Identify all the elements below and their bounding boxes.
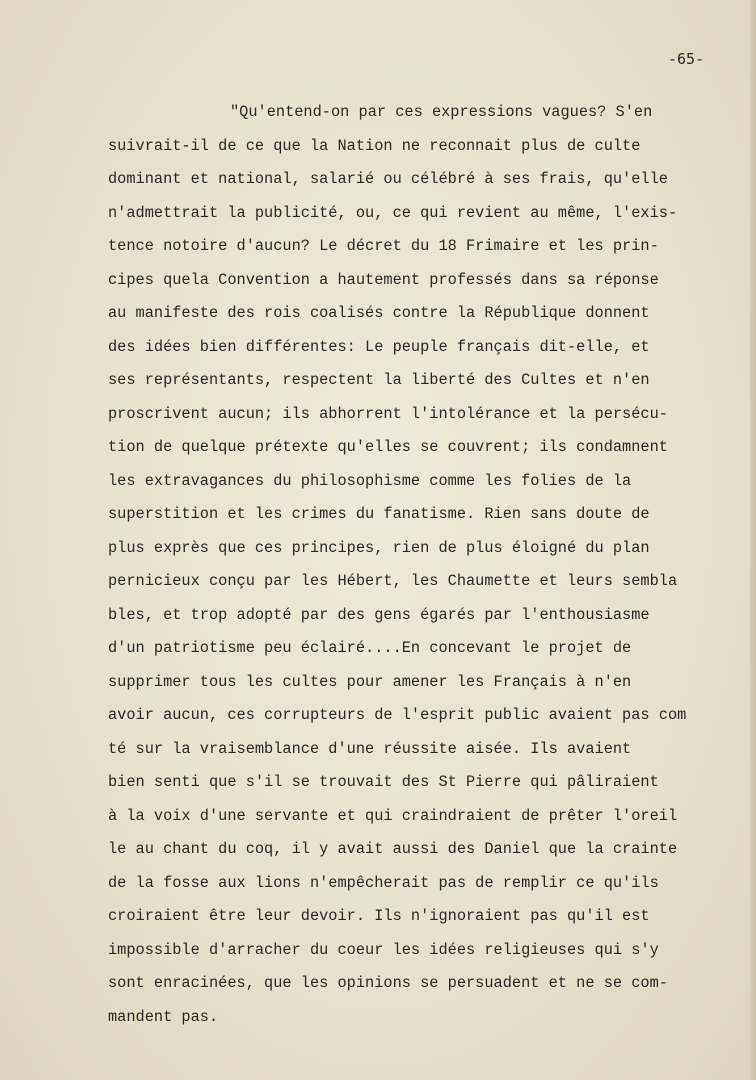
text-line: d'un patriotisme peu éclairé....En concevant le projet de xyxy=(108,639,632,657)
text-line: superstition et les crimes du fanatisme. Rien sans doute de xyxy=(108,505,650,523)
text-line: "Qu'entend-on par ces expressions vagues? S'en xyxy=(230,103,653,121)
page-edge xyxy=(750,0,756,1080)
text-line: proscrivent aucun; ils abhorrent l'intolérance et la persécu- xyxy=(108,404,668,423)
text-line: suivrait-il de ce que la Nation ne reconnait plus de culte xyxy=(108,136,641,155)
text-line: plus exprès que ces principes, rien de plus éloigné du plan xyxy=(108,538,650,557)
text-line: sont enracinées, que les opinions se persuadent et ne se com- xyxy=(108,974,668,992)
text-line: de la fosse aux lions n'empêcherait pas de remplir ce qu'ils xyxy=(108,873,659,892)
text-line: croiraient être leur devoir. Ils n'ignoraient pas qu'il est xyxy=(108,907,650,925)
text-line: bien senti que s'il se trouvait des St Pierre qui pâliraient xyxy=(108,773,659,791)
text-line: n'admettrait la publicité, ou, ce qui revient au même, l'exis- xyxy=(108,203,678,222)
text-line: té sur la vraisemblance d'une réussite aisée. Ils avaient xyxy=(108,739,632,758)
page-number: -65- xyxy=(668,50,705,68)
text-line: ses représentants, respectent la liberté des Cultes et n'en xyxy=(108,371,650,389)
text-line: le au chant du coq, il y avait aussi des Daniel que la crainte xyxy=(108,840,678,858)
text-line: les extravagances du philosophisme comme les folies de la xyxy=(108,471,632,490)
text-line: cipes quela Convention a hautement professés dans sa réponse xyxy=(108,270,659,289)
text-line: avoir aucun, ces corrupteurs de l'esprit public avaient pas com xyxy=(108,706,687,724)
body-paragraph xyxy=(108,96,748,1034)
text-line: pernicieux conçu par les Hébert, les Chaumette et leurs sembla xyxy=(108,572,678,590)
text-line: mandent pas. xyxy=(108,1007,219,1026)
text-line: dominant et national, salarié ou célébré à ses frais, qu'elle xyxy=(108,170,668,188)
text-line: bles, et trop adopté par des gens égarés par l'enthousiasme xyxy=(108,605,650,624)
text-line: à la voix d'une servante et qui craindraient de prêter l'oreil xyxy=(108,806,678,825)
text-line: tion de quelque prétexte qu'elles se couvrent; ils condamnent xyxy=(108,438,668,456)
text-line: supprimer tous les cultes pour amener les Français à n'en xyxy=(108,672,632,691)
text-line: impossible d'arracher du coeur les idées religieuses qui s'y xyxy=(108,940,659,959)
text-line: des idées bien différentes: Le peuple français dit-elle, et xyxy=(108,337,650,356)
text-line: au manifeste des rois coalisés contre la République donnent xyxy=(108,304,650,322)
text-line: tence notoire d'aucun? Le décret du 18 Frimaire et les prin- xyxy=(108,237,659,255)
